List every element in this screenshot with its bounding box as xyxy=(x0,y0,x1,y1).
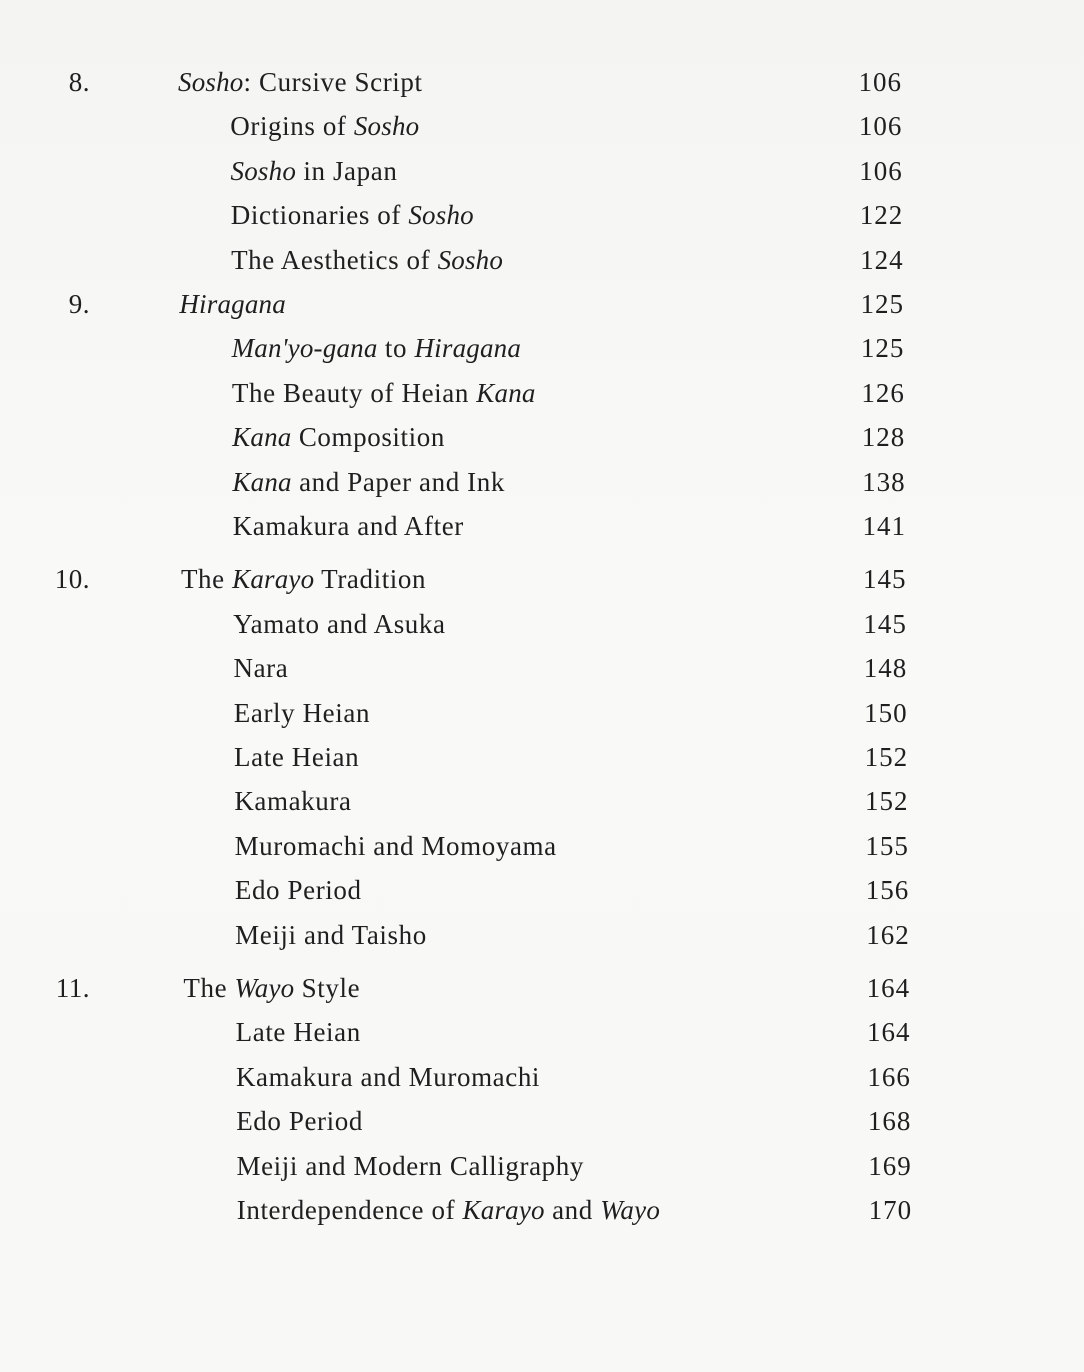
toc-section-row[interactable] xyxy=(0,151,1084,191)
section-page-number: 164 xyxy=(867,1017,911,1048)
toc-section-row[interactable] xyxy=(0,648,1084,688)
section-title xyxy=(231,151,398,191)
section-title xyxy=(230,106,419,146)
toc-section-row[interactable] xyxy=(0,604,1084,644)
chapter-page-number: 106 xyxy=(858,67,902,97)
section-page-number: 155 xyxy=(865,830,909,861)
title-text: Late Heian xyxy=(235,1017,361,1048)
section-title xyxy=(232,417,445,457)
title-text: and Paper and Ink xyxy=(291,466,505,497)
section-title xyxy=(234,648,289,688)
toc-section-row[interactable] xyxy=(0,417,1084,457)
section-page-number: 170 xyxy=(868,1195,913,1225)
italic-term: Sosho xyxy=(178,67,244,97)
title-text: Interdependence of xyxy=(236,1195,463,1225)
italic-term: Man'yo-gana xyxy=(231,333,378,364)
italic-term: Kana xyxy=(232,422,292,453)
title-text: and xyxy=(544,1195,601,1225)
italic-term: Wayo xyxy=(600,1195,661,1225)
section-page-number: 106 xyxy=(858,111,903,142)
toc-section-row[interactable] xyxy=(0,870,1084,910)
toc-section-row[interactable] xyxy=(0,373,1084,413)
title-text: to xyxy=(377,333,415,364)
toc-section-row[interactable] xyxy=(0,826,1084,866)
chapter-number: 9. xyxy=(68,289,90,319)
section-page-number: 141 xyxy=(862,511,907,541)
italic-term: Hiragana xyxy=(179,289,286,319)
chapter-number: 11. xyxy=(55,973,90,1003)
toc-section-row[interactable] xyxy=(0,1146,1084,1186)
section-page-number: 148 xyxy=(863,653,908,684)
section-page-number: 145 xyxy=(863,608,907,639)
section-page-number: 152 xyxy=(864,742,909,772)
section-title xyxy=(236,1012,361,1052)
section-page-number: 126 xyxy=(861,377,905,408)
toc-section-row[interactable] xyxy=(0,915,1084,955)
section-title xyxy=(232,462,505,502)
title-text: Late Heian xyxy=(234,742,360,772)
section-title xyxy=(236,1101,363,1141)
toc-section-row[interactable] xyxy=(0,240,1084,280)
chapter-page-number: 125 xyxy=(860,289,905,319)
section-page-number: 162 xyxy=(866,919,910,950)
section-title xyxy=(237,1190,660,1230)
title-text: The xyxy=(180,564,233,595)
section-page-number: 169 xyxy=(868,1150,912,1181)
toc-section-row[interactable] xyxy=(0,462,1084,502)
title-text: Kamakura and Muromachi xyxy=(235,1061,541,1092)
italic-term: Karayo xyxy=(232,564,315,595)
title-text: Edo Period xyxy=(236,1106,363,1137)
italic-term: Wayo xyxy=(234,973,295,1003)
section-title xyxy=(236,1057,540,1097)
italic-term: Sosho xyxy=(230,155,297,186)
toc-section-row[interactable] xyxy=(0,195,1084,235)
chapter-page-number: 164 xyxy=(866,973,911,1003)
section-title xyxy=(232,373,536,413)
section-page-number: 156 xyxy=(865,875,910,906)
italic-term: Kana xyxy=(232,466,292,497)
title-text: Dictionaries of xyxy=(230,200,409,231)
italic-term: Sosho xyxy=(408,200,474,231)
toc-chapter-row[interactable] xyxy=(0,284,1084,324)
toc-section-row[interactable] xyxy=(0,781,1084,821)
title-text: : Cursive Script xyxy=(243,67,423,97)
section-page-number: 150 xyxy=(864,697,908,728)
section-title xyxy=(234,693,370,733)
section-title xyxy=(231,240,503,280)
section-title xyxy=(235,870,362,910)
chapter-title xyxy=(179,284,286,324)
chapter-number: 8. xyxy=(68,67,90,97)
toc-section-row[interactable] xyxy=(0,328,1084,368)
section-page-number: 168 xyxy=(867,1106,912,1137)
toc-chapter-row[interactable] xyxy=(0,968,1084,1008)
italic-term: Kana xyxy=(476,377,536,408)
section-page-number: 138 xyxy=(862,466,906,497)
italic-term: Karayo xyxy=(462,1195,545,1225)
section-page-number: 152 xyxy=(864,786,909,817)
title-text: The Beauty of Heian xyxy=(231,377,477,408)
chapter-title xyxy=(183,968,360,1008)
italic-term: Hiragana xyxy=(414,333,522,364)
section-page-number: 122 xyxy=(859,200,904,231)
title-text: Composition xyxy=(291,422,445,453)
toc-section-row[interactable] xyxy=(0,506,1084,546)
section-page-number: 124 xyxy=(860,244,904,275)
title-text: The xyxy=(183,973,235,1003)
toc-section-row[interactable] xyxy=(0,737,1084,777)
section-page-number: 166 xyxy=(867,1061,911,1092)
title-text: Meiji and Modern Calligraphy xyxy=(236,1150,584,1181)
title-text: Meiji and Taisho xyxy=(235,919,427,950)
toc-chapter-row[interactable] xyxy=(0,559,1084,599)
toc-section-row[interactable] xyxy=(0,1012,1084,1052)
chapter-title xyxy=(181,559,426,599)
section-title xyxy=(235,826,557,866)
title-text: Origins of xyxy=(230,111,354,142)
toc-section-row[interactable] xyxy=(0,106,1084,146)
toc-section-row[interactable] xyxy=(0,1190,1084,1230)
section-title xyxy=(235,915,427,955)
chapter-number: 10. xyxy=(54,564,90,595)
toc-section-row[interactable] xyxy=(0,693,1084,733)
title-text: Yamato and Asuka xyxy=(233,608,446,639)
section-title xyxy=(231,195,474,235)
section-title xyxy=(234,781,351,821)
section-page-number: 125 xyxy=(860,333,905,364)
chapter-page-number: 145 xyxy=(862,564,907,595)
title-text: Early Heian xyxy=(233,697,371,728)
title-text: in Japan xyxy=(296,155,398,186)
italic-term: Sosho xyxy=(437,244,504,275)
toc-chapter-row[interactable] xyxy=(0,62,1084,102)
title-text: Edo Period xyxy=(234,875,362,906)
section-title xyxy=(233,506,464,546)
title-text: Nara xyxy=(233,653,289,684)
section-page-number: 128 xyxy=(861,422,906,453)
title-text: Muromachi and Momoyama xyxy=(234,830,557,861)
italic-term: Sosho xyxy=(353,111,420,142)
section-page-number: 106 xyxy=(859,155,903,186)
toc-section-row[interactable] xyxy=(0,1101,1084,1141)
section-title xyxy=(236,1146,583,1186)
title-text: Kamakura xyxy=(234,786,352,817)
chapter-title xyxy=(178,62,423,102)
title-text: Style xyxy=(294,973,361,1003)
section-title xyxy=(233,604,445,644)
title-text: Kamakura and After xyxy=(232,511,464,541)
title-text: Tradition xyxy=(314,564,427,595)
section-title xyxy=(234,737,359,777)
title-text: The Aesthetics of xyxy=(231,244,438,275)
section-title xyxy=(232,328,521,368)
toc-section-row[interactable] xyxy=(0,1057,1084,1097)
